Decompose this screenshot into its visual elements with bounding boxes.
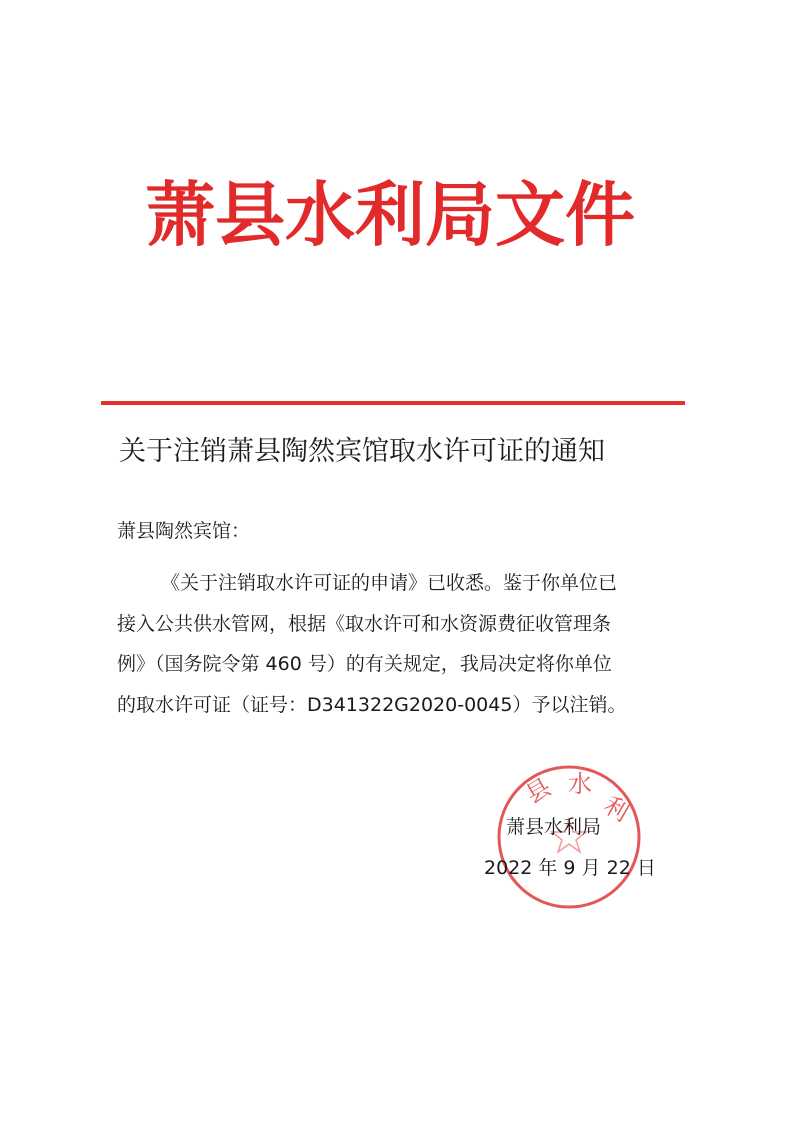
body-line: 例》（国务院令第 460 号）的有关规定，我局决定将你单位 [117, 653, 612, 676]
red-divider-line [101, 401, 685, 405]
seal-char: 县 [521, 772, 556, 810]
notice-body [117, 563, 657, 726]
document-red-header: 萧县水利局文件 [145, 173, 635, 256]
seal-char: 水 [568, 770, 592, 798]
seal-char: 利 [599, 790, 634, 828]
issuer-signature: 萧县水利局 [506, 816, 602, 838]
body-line: 《关于注销取水许可证的申请》已收悉。鉴于你单位已 [161, 572, 618, 594]
body-line: 接入公共供水管网，根据《取水许可和水资源费征收管理条 [117, 612, 612, 635]
notice-title: 关于注销萧县陶然宾馆取水许可证的通知 [119, 436, 605, 467]
salutation: 萧县陶然宾馆： [117, 520, 251, 542]
issue-date: 2022 年 9 月 22 日 [484, 857, 656, 879]
body-line: 的取水许可证（证号：D341322G2020-0045）予以注销。 [117, 694, 627, 717]
